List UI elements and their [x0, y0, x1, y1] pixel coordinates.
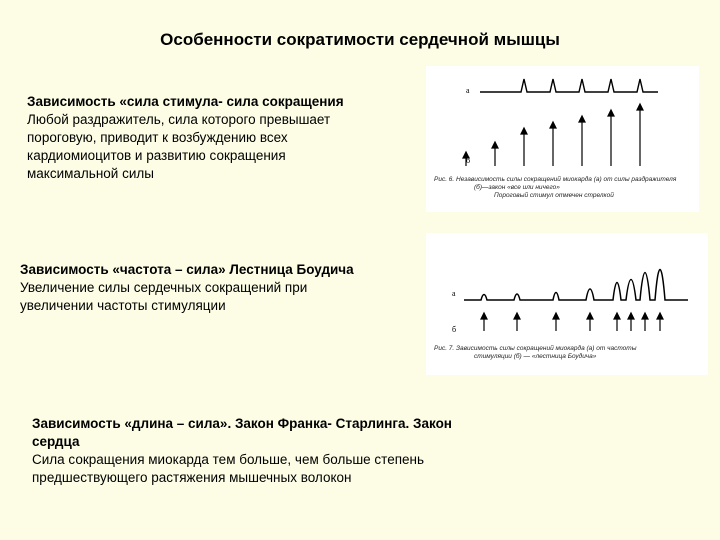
section-heading: Зависимость «частота – сила» Лестница Боудича	[20, 262, 354, 277]
all-or-nothing-figure	[426, 66, 699, 212]
body-line: кардиомиоцитов и развитию сокращения	[27, 148, 286, 163]
body-line: максимальной силы	[27, 166, 154, 181]
body-line: увеличении частоты стимуляции	[20, 298, 226, 313]
figure-caption	[434, 176, 696, 200]
body-line: пороговую, приводит к возбуждению всех	[27, 130, 288, 145]
trace-label-b: б	[452, 325, 457, 334]
contraction-trace	[480, 79, 658, 92]
bowditch-staircase-figure	[426, 233, 708, 375]
body-line: Любой раздражитель, сила которого превышает	[27, 112, 331, 127]
caption-line: Рис. 6. Независимость силы сокращений миокарда (а) от силы раздражителя	[434, 176, 677, 183]
section-heading: Зависимость «длина – сила». Закон Франка- Старлинга. Закон	[32, 416, 452, 431]
caption-line: (б)—закон «все или ничего»	[474, 184, 560, 191]
frequency-force-section	[20, 261, 425, 315]
page-title: Особенности сократимости сердечной мышцы	[160, 30, 560, 49]
figure-caption	[434, 345, 702, 361]
force-stimulus-section	[27, 93, 422, 183]
section-heading: Зависимость «сила стимула- сила сокращения	[27, 94, 344, 109]
body-line: Увеличение силы сердечных сокращений при	[20, 280, 308, 295]
contraction-trace	[464, 270, 688, 301]
body-line: Сила сокращения миокарда тем больше, чем больше степень	[32, 452, 425, 467]
trace-label-a: а	[466, 86, 470, 95]
trace-label-b: б	[466, 156, 471, 165]
caption-line: стимуляции (б) — «лестница Боудича»	[474, 353, 597, 360]
section-heading: сердца	[32, 434, 80, 449]
body-line: предшествующего растяжения мышечных волокон	[32, 470, 352, 485]
length-force-section	[32, 415, 552, 487]
caption-line: Рис. 7. Зависимость силы сокращений миокарда (а) от частоты	[434, 345, 637, 352]
caption-line: Пороговый стимул отмечен стрелкой	[494, 192, 614, 199]
trace-label-a: а	[452, 289, 456, 298]
